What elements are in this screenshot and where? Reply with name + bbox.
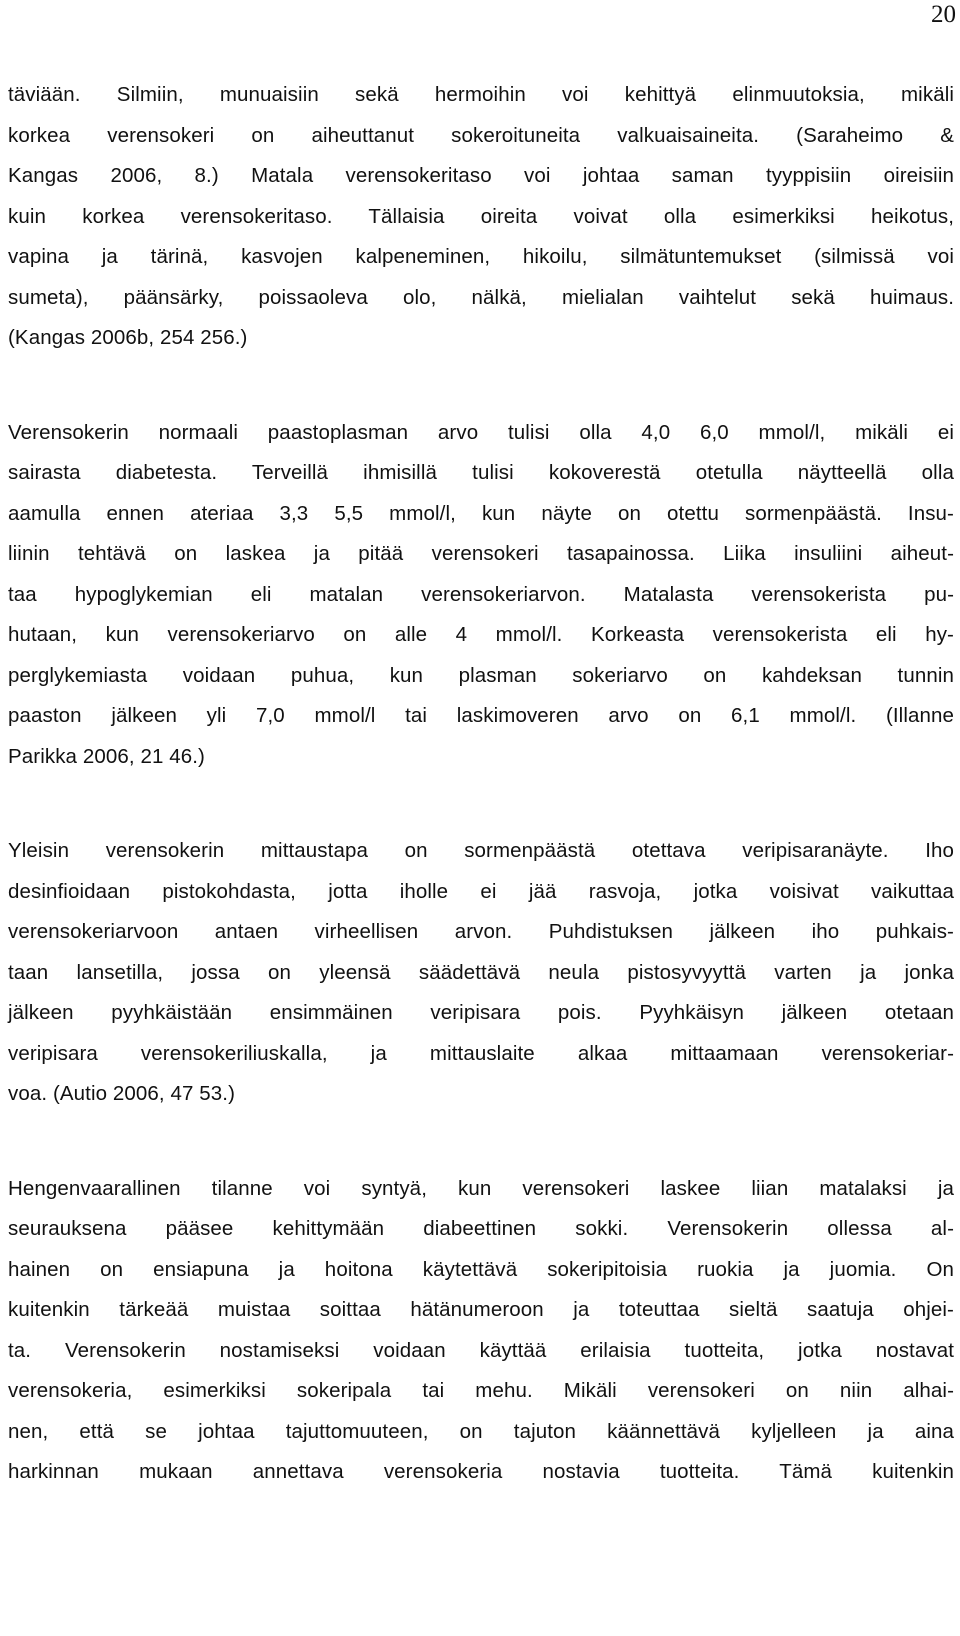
text-line: nen, että se johtaa tajuttomuuteen, on tajuton käännettävä kyljelleen ja aina [8,1419,954,1443]
text-line: perglykemiasta voidaan puhua, kun plasman sokeriarvo on kahdeksan tunnin [8,663,954,687]
text-line: seurauksena pääsee kehittymään diabeettinen sokki. Verensokerin ollessa al- [8,1217,954,1240]
text-line: korkea verensokeri on aiheuttanut sokeroituneita valkuaisaineita. (Saraheimo & [8,123,954,147]
paragraph-normal-values [8,413,954,778]
text-line: täviään. Silmiin, munuaisiin sekä hermoihin voi kehittyä elinmuutoksia, mikäli [8,83,954,106]
text-line: hutaan, kun verensokeriarvo on alle 4 mmol/l. Korkeasta verensokerista eli hy- [8,623,954,646]
text-line: hainen on ensiapuna ja hoitona käytettävä sokeripitoisia ruokia ja juomia. On [8,1257,954,1281]
text-line: verensokeria, esimerkiksi sokeripala tai mehu. Mikäli verensokeri on niin alhai- [8,1379,954,1402]
text-line: sairasta diabetesta. Terveillä ihmisillä tulisi kokoverestä otetulla näytteellä olla [8,461,954,484]
text-line: jälkeen pyyhkäistään ensimmäinen veripisara pois. Pyyhkäisyn jälkeen otetaan [8,1001,954,1024]
text-line: harkinnan mukaan annettava verensokeria nostavia tuotteita. Tämä kuitenkin [8,1460,954,1483]
text-line: sumeta), päänsärky, poissaoleva olo, nälkä, mielialan vaihtelut sekä huimaus. [8,285,954,309]
text-line: Hengenvaarallinen tilanne voi syntyä, kun verensokeri laskee liian matalaksi ja [8,1176,954,1200]
text-line: Yleisin verensokerin mittaustapa on sormenpäästä otettava veripisaranäyte. Iho [8,839,954,862]
text-line: taa hypoglykemian eli matalan verensokeriarvon. Matalasta verensokerista pu- [8,582,954,606]
text-line: veripisara verensokeriliuskalla, ja mittauslaite alkaa mittaamaan verensokeriar- [8,1041,954,1065]
page-number: 20 [931,1,956,28]
text-line: (Kangas 2006b, 254 256.) [8,326,248,349]
text-line: ta. Verensokerin nostamiseksi voidaan käyttää erilaisia tuotteita, jotka nostavat [8,1338,954,1362]
text-line: taan lansetilla, jossa on yleensä säädettävä neula pistosyvyyttä varten ja jonka [8,960,954,984]
text-line: Verensokerin normaali paastoplasman arvo tulisi olla 4,0 6,0 mmol/l, mikäli ei [8,420,954,444]
document-body [8,75,954,1493]
paragraph-symptoms [8,75,954,359]
text-line: kuin korkea verensokeritaso. Tällaisia oireita voivat olla esimerkiksi heikotus, [8,204,954,228]
text-line: voa. (Autio 2006, 47 53.) [8,1082,236,1105]
paragraph-emergency [8,1169,954,1493]
text-line: Kangas 2006, 8.) Matala verensokeritaso voi johtaa saman tyyppisiin oireisiin [8,164,954,187]
text-line: verensokeriarvoon antaen virheellisen arvon. Puhdistuksen jälkeen iho puhkais- [8,920,954,943]
text-line: aamulla ennen ateriaa 3,3 5,5 mmol/l, kun näyte on otettu sormenpäästä. Insu- [8,501,954,525]
text-line: Parikka 2006, 21 46.) [8,744,205,768]
text-line: paaston jälkeen yli 7,0 mmol/l tai laskimoveren arvo on 6,1 mmol/l. (Illanne [8,704,954,727]
text-line: vapina ja tärinä, kasvojen kalpeneminen, hikoilu, silmätuntemukset (silmissä voi [8,245,954,268]
text-line: kuitenkin tärkeää muistaa soittaa hätänumeroon ja toteuttaa sieltä saatuja ohjei- [8,1298,954,1321]
text-line: desinfioidaan pistokohdasta, jotta iholle ei jää rasvoja, jotka voisivat vaikuttaa [8,879,954,903]
text-line: liinin tehtävä on laskea ja pitää verensokeri tasapainossa. Liika insuliini aiheut- [8,542,954,565]
paragraph-measurement [8,831,954,1115]
